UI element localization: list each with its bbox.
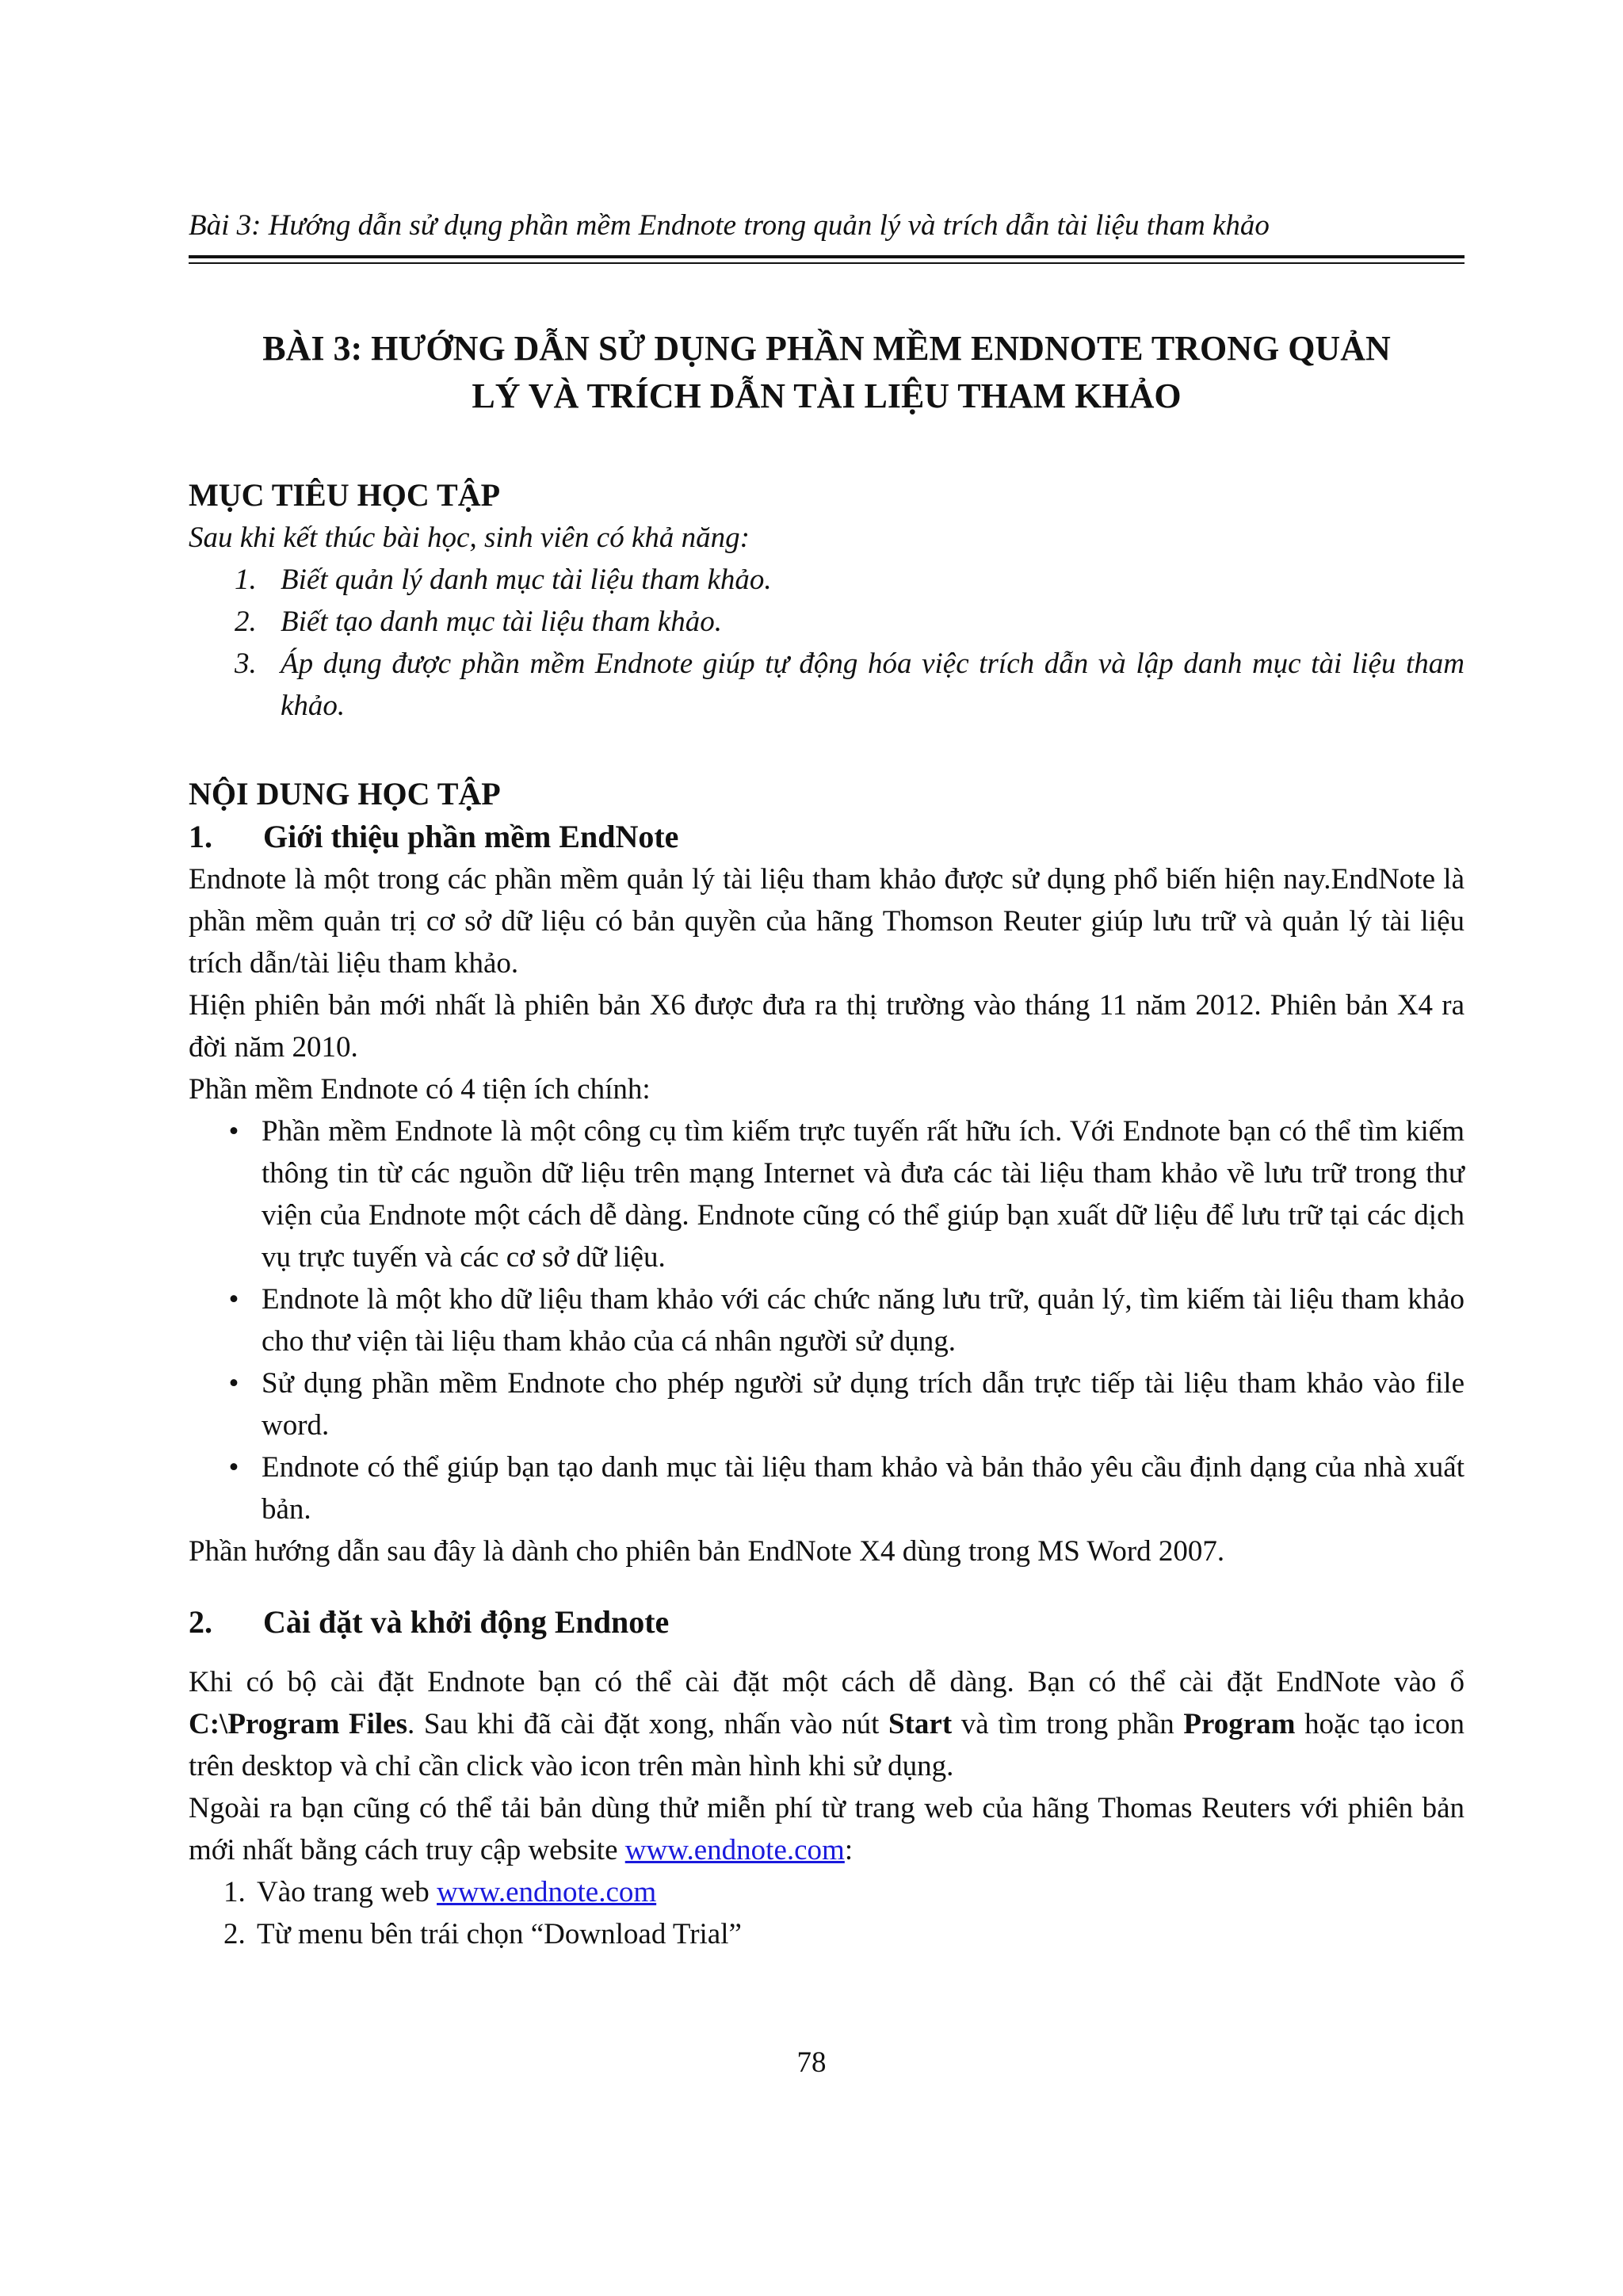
text-run: :	[844, 1834, 854, 1866]
objective-number: 3.	[235, 648, 257, 680]
objective-item	[189, 559, 1465, 601]
running-header: Bài 3: Hướng dẫn sử dụng phần mềm Endnote trong quản lý và trích dẫn tài liệu tham khảo	[189, 209, 1270, 242]
lesson-title-line-1: BÀI 3: HƯỚNG DẪN SỬ DỤNG PHẦN MỀM ENDNOTE TRONG QUẢN	[262, 329, 1391, 368]
objective-number: 2.	[235, 606, 257, 638]
objectives-intro: Sau khi kết thúc bài học, sinh viên có khả năng:	[189, 521, 750, 554]
bullet-item	[189, 1446, 1465, 1530]
objective-text: Áp dụng được phần mềm Endnote giúp tự động hóa việc trích dẫn và lập danh mục tài liệu tham khảo.	[281, 648, 1465, 722]
objective-item	[189, 601, 1465, 643]
step-number: 1.	[223, 1876, 246, 1908]
endnote-website-link[interactable]: www.endnote.com	[437, 1876, 657, 1908]
paragraph: Phần mềm Endnote có 4 tiện ích chính:	[189, 1073, 651, 1106]
header-rule-thin	[189, 262, 1465, 264]
paragraph	[189, 1661, 1465, 1787]
text-run: và tìm trong phần	[952, 1708, 1184, 1740]
objectives-heading: MỤC TIÊU HỌC TẬP	[189, 477, 501, 513]
path-text: C:\Program Files	[189, 1708, 407, 1740]
bullet-text: Phần mềm Endnote là một công cụ tìm kiếm trực tuyến rất hữu ích. Với Endnote bạn có thể tìm kiếm thông tin từ các nguồn dữ liệu trên mạng Internet và đưa các tài liệu tham khảo về lưu trữ trong thư viện của Endnote một cách dễ dàng. Endnote cũng có thể giúp bạn xuất dữ liệu để lưu trữ tại các dịch vụ trực tuyến và các cơ sở dữ liệu.	[262, 1115, 1465, 1274]
section-1-heading	[189, 816, 1465, 858]
objective-item	[189, 643, 1465, 727]
bullet-item	[189, 1362, 1465, 1446]
page-number: 78	[796, 2046, 827, 2079]
section-number: 2.	[189, 1604, 212, 1640]
bullet-marker: •	[228, 1451, 239, 1484]
section-2-heading	[189, 1601, 1465, 1644]
objectives-list	[189, 559, 1465, 727]
text-run: Khi có bộ cài đặt Endnote bạn có thể cài đặt một cách dễ dàng. Bạn có thể cài đặt EndNote vào ổ	[189, 1666, 1465, 1698]
start-text: Start	[888, 1708, 953, 1740]
lesson-title	[189, 325, 1465, 420]
program-text: Program	[1183, 1708, 1296, 1740]
bullet-text: Sử dụng phần mềm Endnote cho phép người sử dụng trích dẫn trực tiếp tài liệu tham khảo vào file word.	[262, 1367, 1465, 1442]
step-text	[257, 1871, 656, 1913]
paragraph: Phần hướng dẫn sau đây là dành cho phiên bản EndNote X4 dùng trong MS Word 2007.	[189, 1535, 1225, 1568]
step-item	[189, 1871, 1465, 1913]
bullet-text: Endnote là một kho dữ liệu tham khảo với các chức năng lưu trữ, quản lý, tìm kiếm tài liệu tham khảo cho thư viện tài liệu tham khảo của cá nhân người sử dụng.	[262, 1283, 1465, 1358]
step-text-run: Vào trang web	[257, 1876, 437, 1908]
lesson-title-line-2: LÝ VÀ TRÍCH DẪN TÀI LIỆU THAM KHẢO	[472, 376, 1182, 415]
objective-number: 1.	[235, 563, 257, 596]
bullet-list	[189, 1110, 1465, 1530]
bullet-marker: •	[228, 1367, 239, 1400]
section-title: Cài đặt và khởi động Endnote	[263, 1604, 670, 1640]
bullet-item	[189, 1278, 1465, 1362]
section-title: Giới thiệu phần mềm EndNote	[263, 819, 679, 854]
bullet-marker: •	[228, 1115, 239, 1148]
header-rule	[189, 255, 1465, 258]
bullet-item	[189, 1110, 1465, 1278]
paragraph: Hiện phiên bản mới nhất là phiên bản X6 được đưa ra thị trường vào tháng 11 năm 2012. Phiên bản X4 ra đời năm 2010.	[189, 989, 1465, 1064]
objective-text: Biết tạo danh mục tài liệu tham khảo.	[281, 606, 722, 638]
text-run: . Sau khi đã cài đặt xong, nhấn vào nút	[407, 1708, 889, 1740]
step-number: 2.	[223, 1918, 246, 1950]
steps-list	[189, 1871, 1465, 1955]
paragraph	[189, 1787, 1465, 1871]
step-item	[189, 1913, 1465, 1955]
paragraph: Endnote là một trong các phần mềm quản lý tài liệu tham khảo được sử dụng phổ biến hiện nay.EndNote là phần mềm quản trị cơ sở dữ liệu có bản quyền của hãng Thomson Reuter giúp lưu trữ và quản lý tài liệu trích dẫn/tài liệu tham khảo.	[189, 863, 1465, 980]
step-text: Từ menu bên trái chọn “Download Trial”	[257, 1918, 742, 1950]
content-heading: NỘI DUNG HỌC TẬP	[189, 776, 501, 812]
page-content	[189, 325, 1465, 1955]
text-run: hoặc tạo icon trên desktop và chỉ cần click vào icon trên màn hình khi sử dụng.	[189, 1708, 1465, 1782]
objective-text: Biết quản lý danh mục tài liệu tham khảo.	[281, 563, 772, 596]
section-number: 1.	[189, 819, 212, 854]
text-run: Ngoài ra bạn cũng có thể tải bản dùng thử miễn phí từ trang web của hãng Thomas Reuters với phiên bản mới nhất bằng cách truy cập website	[189, 1792, 1465, 1866]
bullet-marker: •	[228, 1283, 239, 1316]
bullet-text: Endnote có thể giúp bạn tạo danh mục tài liệu tham khảo và bản thảo yêu cầu định dạng của nhà xuất bản.	[262, 1451, 1465, 1526]
endnote-website-link[interactable]: www.endnote.com	[624, 1834, 845, 1866]
